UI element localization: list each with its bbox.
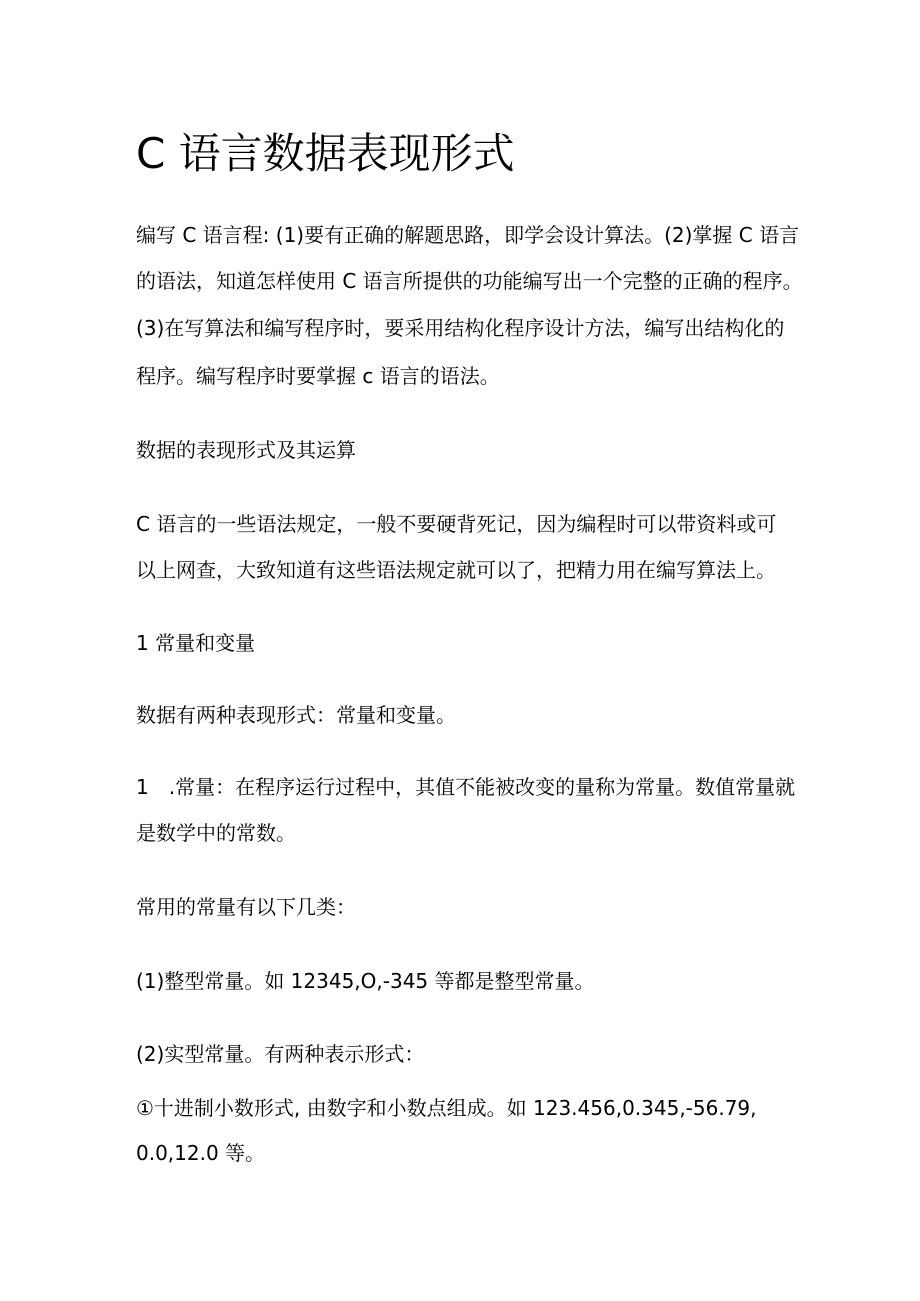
paragraph-line: 程序。编写程序时要掌握 c 语言的语法。	[136, 364, 500, 388]
paragraph-line: 0.0,12.0 等。	[136, 1141, 266, 1165]
paragraph-line: 1 .常量：在程序运行过程中，其值不能被改变的量称为常量。数值常量就	[136, 775, 796, 799]
section-heading: 数据的表现形式及其运算	[136, 438, 356, 462]
section-heading: 1 常量和变量	[136, 631, 256, 655]
paragraph-line: 以上网查，大致知道有这些语法规定就可以了，把精力用在编写算法上。	[136, 558, 776, 582]
paragraph-line: 编写 C 语言程: (1)要有正确的解题思路，即学会设计算法。(2)掌握 C 语言	[136, 223, 800, 247]
paragraph-line: 常用的常量有以下几类：	[136, 895, 356, 919]
paragraph-line: 的语法，知道怎样使用 C 语言所提供的功能编写出一个完整的正确的程序。	[136, 269, 803, 293]
paragraph-line: 是数学中的常数。	[136, 821, 296, 845]
paragraph-line: ①十进制小数形式, 由数字和小数点组成。如 123.456,0.345,-56.79,	[136, 1096, 757, 1120]
paragraph-line: (1)整型常量。如 12345,O,-345 等都是整型常量。	[136, 969, 595, 993]
document-title: C 语言数据表现形式	[136, 129, 515, 178]
paragraph-line: (2)实型常量。有两种表示形式：	[136, 1042, 425, 1066]
paragraph-line: C 语言的一些语法规定，一般不要硬背死记，因为编程时可以带资料或可	[136, 512, 777, 536]
paragraph-line: (3)在写算法和编写程序时，要采用结构化程序设计方法，编写出结构化的	[136, 316, 785, 340]
paragraph-line: 数据有两种表现形式：常量和变量。	[136, 703, 456, 727]
